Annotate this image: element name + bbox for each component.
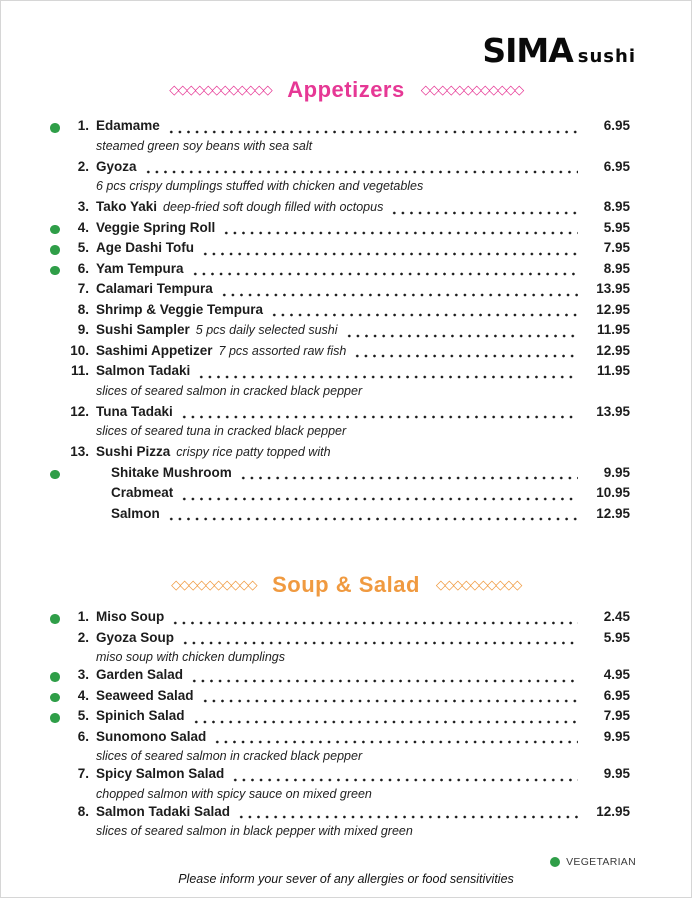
item-price: 9.95	[603, 464, 630, 480]
dot-leader	[353, 343, 578, 364]
item-description: steamed green soy beans with sea salt	[96, 138, 313, 153]
item-price: 11.95	[596, 363, 630, 378]
dot-leader	[180, 485, 578, 506]
menu-item-row	[1, 804, 691, 825]
item-price: 4.95	[603, 667, 630, 682]
item-inline-description: 7 pcs assorted raw fish	[218, 343, 347, 358]
dot-leader	[180, 404, 578, 425]
section-title-soup-salad	[1, 572, 691, 601]
brand-name-primary: SIMA	[482, 31, 573, 70]
item-number: 12.	[70, 403, 89, 419]
item-name: Edamame	[96, 118, 160, 133]
menu-item-row	[1, 220, 691, 241]
item-name: Miso Soup	[96, 609, 165, 624]
item-number: 13.	[70, 444, 89, 459]
dot-leader	[171, 609, 578, 630]
item-description: slices of seared tuna in cracked black pepper	[96, 424, 347, 438]
item-description: slices of seared salmon in cracked black pepper	[96, 749, 363, 763]
item-price: 12.95	[596, 301, 630, 317]
diamond-ornament-right: ◇◇◇◇◇◇◇◇◇◇	[435, 577, 521, 592]
diamond-ornament-left: ◇◇◇◇◇◇◇◇◇◇	[171, 577, 257, 592]
dot-leader	[190, 667, 578, 688]
item-name: Crabmeat	[111, 485, 174, 500]
item-price: 11.95	[596, 322, 630, 337]
item-name: Seaweed Salad	[96, 687, 194, 703]
soup-salad-list	[1, 609, 691, 838]
item-name: Shrimp & Veggie Tempura	[96, 301, 264, 317]
item-number: 3.	[77, 199, 89, 214]
vegetarian-dot-icon	[550, 857, 560, 867]
item-number: 6.	[77, 728, 89, 744]
item-number: 9.	[77, 322, 89, 337]
vegetarian-dot-icon	[45, 614, 65, 624]
item-number: 7.	[77, 766, 89, 781]
item-name: Veggie Spring Roll	[96, 219, 216, 235]
item-number: 11.	[70, 363, 89, 378]
item-name: Gyoza Soup	[96, 629, 175, 645]
item-number: 8.	[77, 803, 89, 819]
section-appetizers	[1, 77, 691, 526]
vegetarian-dot-icon	[45, 225, 65, 235]
menu-item-row	[1, 609, 691, 630]
item-price: 6.95	[603, 158, 630, 174]
vegetarian-dot-icon	[45, 693, 65, 703]
item-number: 2.	[77, 629, 89, 645]
section-soup-salad	[1, 572, 691, 838]
item-name: Sunomono Salad	[96, 728, 207, 744]
vegetarian-dot-icon	[45, 470, 65, 480]
vegetarian-legend	[1, 856, 691, 868]
vegetarian-dot-icon	[45, 368, 65, 378]
item-price: 2.45	[603, 609, 630, 624]
menu-subitem-row	[1, 506, 691, 527]
dot-leader	[167, 506, 578, 527]
item-number: 10.	[70, 342, 89, 358]
item-name: Tuna Tadaki	[96, 403, 173, 419]
vegetarian-dot-icon	[45, 672, 65, 682]
item-name: Calamari Tempura	[96, 281, 213, 296]
dot-leader	[201, 688, 578, 709]
item-name: Spinich Salad	[96, 708, 185, 723]
menu-item-row	[1, 404, 691, 425]
dot-leader	[345, 322, 578, 343]
item-price: 8.95	[603, 199, 630, 214]
item-description: slices of seared salmon in cracked black pepper	[96, 383, 363, 398]
item-number: 8.	[77, 301, 89, 317]
item-price: 7.95	[603, 708, 630, 723]
vegetarian-dot-icon	[45, 713, 65, 723]
item-number: 4.	[77, 219, 89, 235]
menu-item-row	[1, 159, 691, 180]
item-name: Gyoza	[96, 158, 137, 174]
vegetarian-dot-icon	[45, 286, 65, 296]
menu-item-row	[1, 118, 691, 139]
vegetarian-dot-icon	[45, 204, 65, 214]
brand-logo	[1, 1, 691, 70]
menu-item-row	[1, 343, 691, 364]
item-price: 8.95	[603, 260, 630, 276]
dot-leader	[222, 220, 578, 241]
item-price: 13.95	[596, 403, 630, 419]
item-name: Spicy Salmon Salad	[96, 766, 225, 781]
brand-name-secondary: sushi	[577, 46, 636, 67]
vegetarian-dot-icon	[45, 409, 65, 419]
item-number: 5.	[77, 708, 89, 723]
section-title-text: Appetizers	[287, 77, 405, 102]
menu-item-row	[1, 281, 691, 302]
item-number: 4.	[77, 687, 89, 703]
item-name: Salmon Tadaki	[96, 363, 191, 378]
item-inline-description: 5 pcs daily selected sushi	[195, 323, 338, 337]
item-price: 6.95	[603, 118, 630, 133]
vegetarian-dot-icon	[45, 490, 65, 500]
item-name: Yam Tempura	[96, 260, 184, 276]
dot-leader	[192, 708, 578, 729]
menu-item-row	[1, 199, 691, 220]
item-number: 5.	[77, 240, 89, 255]
item-number: 7.	[77, 281, 89, 296]
item-inline-description: crispy rice patty topped with	[176, 445, 331, 459]
section-title-text: Soup & Salad	[272, 572, 420, 597]
vegetarian-dot-icon	[45, 734, 65, 744]
item-name: Sushi Sampler	[96, 322, 190, 337]
item-name: Sushi Pizza	[96, 444, 171, 459]
dot-leader	[270, 302, 578, 323]
dot-leader	[239, 465, 578, 486]
dot-leader	[390, 199, 578, 220]
item-price: 9.95	[603, 766, 630, 781]
appetizers-list	[1, 118, 691, 526]
item-price: 12.95	[596, 342, 630, 358]
menu-item-row	[1, 363, 691, 384]
vegetarian-dot-icon	[45, 164, 65, 174]
vegetarian-dot-icon	[45, 245, 65, 255]
menu-subitem-row	[1, 465, 691, 486]
dot-leader	[197, 363, 578, 384]
menu-item-row	[1, 667, 691, 688]
item-price: 9.95	[603, 728, 630, 744]
dot-leader	[144, 159, 578, 180]
item-number: 1.	[77, 118, 89, 133]
item-price: 6.95	[603, 687, 630, 703]
vegetarian-legend-label: VEGETARIAN	[566, 856, 636, 868]
dot-leader	[167, 118, 578, 139]
item-price: 7.95	[603, 240, 630, 255]
item-number: 1.	[77, 609, 89, 624]
item-price: 12.95	[596, 803, 630, 819]
item-inline-description: deep-fried soft dough filled with octopus	[163, 200, 384, 214]
vegetarian-dot-icon	[45, 511, 65, 521]
vegetarian-dot-icon	[45, 809, 65, 819]
item-name: Garden Salad	[96, 667, 184, 682]
item-price: 5.95	[603, 219, 630, 235]
item-name: Tako Yaki	[96, 199, 158, 214]
vegetarian-dot-icon	[45, 327, 65, 337]
item-description: miso soup with chicken dumplings	[96, 650, 285, 664]
menu-item-row	[1, 240, 691, 261]
menu-item-row	[1, 302, 691, 323]
vegetarian-dot-icon	[45, 266, 65, 276]
menu-subitem-row	[1, 485, 691, 506]
menu-item-row	[1, 322, 691, 343]
item-number: 3.	[77, 667, 89, 682]
menu-item-row	[1, 766, 691, 787]
item-number: 6.	[77, 260, 89, 276]
vegetarian-dot-icon	[45, 348, 65, 358]
dot-leader	[220, 281, 578, 302]
item-name: Sashimi Appetizer	[96, 342, 213, 358]
item-price: 5.95	[603, 629, 630, 645]
menu-item-row	[1, 708, 691, 729]
item-name: Salmon	[111, 505, 160, 521]
item-name: Salmon Tadaki Salad	[96, 803, 231, 819]
dot-leader	[181, 630, 578, 651]
dot-leader	[237, 804, 578, 825]
vegetarian-dot-icon	[45, 123, 65, 133]
item-price: 10.95	[596, 485, 630, 500]
item-description: 6 pcs crispy dumplings stuffed with chicken and vegetables	[96, 179, 424, 193]
vegetarian-dot-icon	[45, 635, 65, 645]
vegetarian-dot-icon	[45, 449, 65, 459]
vegetarian-dot-icon	[45, 307, 65, 317]
diamond-ornament-left: ◇◇◇◇◇◇◇◇◇◇◇◇	[169, 82, 272, 97]
vegetarian-dot-icon	[45, 771, 65, 781]
menu-item-row	[1, 261, 691, 282]
item-number: 2.	[77, 158, 89, 174]
menu-item-row	[1, 444, 691, 465]
menu-item-row	[1, 729, 691, 750]
item-price: 13.95	[596, 281, 630, 296]
dot-leader	[201, 240, 578, 261]
dot-leader	[231, 766, 578, 787]
diamond-ornament-right: ◇◇◇◇◇◇◇◇◇◇◇◇	[420, 82, 523, 97]
item-name: Age Dashi Tofu	[96, 240, 195, 255]
dot-leader	[213, 729, 578, 750]
section-title-appetizers	[1, 77, 691, 106]
item-description: slices of seared salmon in black pepper with mixed green	[96, 824, 413, 838]
menu-item-row	[1, 630, 691, 651]
item-description: chopped salmon with spicy sauce on mixed green	[96, 786, 372, 801]
allergy-note: Please inform your sever of any allergies or food sensitivities	[178, 872, 514, 886]
menu-item-row	[1, 688, 691, 709]
item-name: Shitake Mushroom	[111, 464, 232, 480]
dot-leader	[191, 261, 578, 282]
item-price: 12.95	[596, 505, 630, 521]
